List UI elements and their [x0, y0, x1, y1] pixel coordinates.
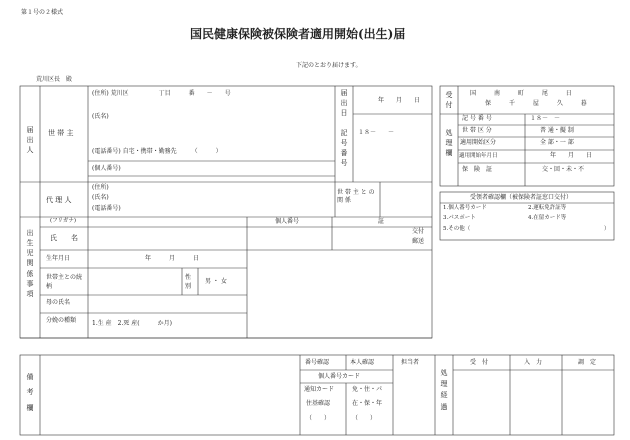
proc-key-1: 記 号 番 号	[462, 115, 492, 122]
office-5: 日	[565, 90, 572, 97]
office-7: 千	[508, 100, 515, 107]
proc-val-3: 全 部・一 部	[540, 139, 574, 146]
householder-label: 世 帯 主	[48, 129, 74, 137]
proc-val-5: 交・回・未・不	[542, 166, 585, 173]
delivery-type-value: 1.生 産 2.死 産( か月)	[92, 320, 172, 327]
office-10: 暮	[580, 100, 587, 107]
sex-label: 性別	[185, 274, 192, 290]
symbol-number-label: 記号番号	[340, 129, 348, 168]
col-input: 入 力	[524, 359, 543, 366]
birth-value: 年 月 日	[145, 255, 200, 262]
filing-date-label: 届出日	[340, 89, 348, 118]
agent-address: (住所)	[92, 184, 109, 191]
page-title: 国民健康保険被保険者適用開始(出生)届	[190, 27, 406, 41]
office-8: 屋	[532, 100, 539, 107]
process-history-label: 処理経過	[440, 369, 448, 411]
receipt-label: 受付	[445, 91, 453, 110]
office-9: 久	[556, 100, 563, 107]
agent-phone: (電話番号)	[92, 205, 121, 212]
verify-item-3: 3.パスポート	[443, 215, 476, 221]
notifier-section-label: 届出人	[26, 126, 34, 155]
receipt-offices-row2	[485, 101, 587, 107]
householder-phone: (電話番号) 自宅・携帯・勤務先 （ ）	[92, 148, 222, 155]
office-2: 南	[493, 90, 500, 97]
verify-item-5: 5.その他（	[443, 226, 471, 232]
verify-item-2: 2.運転免許証等	[528, 205, 567, 211]
paren-left: （ ）	[306, 415, 331, 422]
mynumber-card-label: 個人番号カード	[318, 373, 361, 380]
intro-text: 下記のとおり届けます。	[296, 62, 362, 69]
proc-key-2: 世 帯 区 分	[462, 127, 492, 134]
receipt-offices-row1	[470, 91, 572, 97]
householder-address: (住所) 荒川区 丁目 番 － 号	[92, 90, 231, 97]
symbol-number-value: １８－ －	[358, 129, 395, 136]
verify-item-5-close: ）	[604, 226, 610, 232]
birth-label: 生年月日	[46, 255, 71, 262]
form-number: 第１号の２様式	[21, 9, 64, 16]
proc-val-4: 年 月 日	[550, 152, 593, 159]
agent-label: 代 理 人	[46, 196, 72, 204]
relation-label: 世 帯 主 と の 関 係	[337, 189, 375, 205]
child-section-label: 出生児関係事項	[26, 229, 34, 298]
furigana-label: (フリガナ)	[50, 218, 77, 224]
householder-number: (個人番号)	[92, 165, 121, 172]
proc-key-3: 適用開始区分	[460, 139, 497, 146]
remarks-label: 備考欄	[26, 373, 34, 412]
person-in-charge-label: 担当者	[401, 359, 420, 366]
verify-item-4: 4.在留カード等	[528, 215, 567, 221]
mother-label: 母の氏名	[46, 299, 71, 306]
office-1: 国	[470, 90, 477, 97]
cert-label: 証	[378, 218, 385, 225]
proc-key-5: 保 険 証	[462, 166, 493, 173]
householder-name: (氏名)	[92, 113, 109, 120]
verification-title: 受領者確認欄（被保険者証窓口交付）	[470, 194, 573, 201]
notice-card-label: 通知カード	[304, 386, 335, 393]
paren-right: （ ）	[352, 415, 377, 422]
number-check-label: 番号確認	[305, 359, 330, 366]
addressee: 荒川区長 殿	[36, 76, 73, 83]
office-6: 保	[485, 100, 492, 107]
filing-date-value: 年 月 日	[378, 97, 421, 104]
proc-val-2: 普 通・擬 制	[540, 127, 574, 134]
processing-label: 処理欄	[445, 129, 453, 158]
delivery-type-label: 分娩の種類	[46, 317, 77, 324]
office-3: 町	[517, 90, 524, 97]
proc-val-1: １８－ －	[530, 115, 561, 122]
office-4: 尾	[541, 90, 548, 97]
agent-name: (氏名)	[92, 194, 109, 201]
cert-delivery: 交付	[412, 228, 425, 235]
child-number-label: 個人番号	[275, 218, 300, 225]
resident-check-label: 住基確認	[306, 400, 331, 407]
verify-item-1: 1.個人番号カード	[443, 205, 487, 211]
col-assess: 調 定	[578, 359, 597, 366]
relation-row-label: 世帯主との続柄	[46, 274, 83, 290]
stay-options: 在・保・年	[352, 400, 383, 407]
exempt-options: 免・住・パ	[352, 386, 383, 393]
child-name-label: 氏 名	[50, 234, 78, 242]
col-receive: 受 付	[470, 359, 489, 366]
identity-check-label: 本人確認	[350, 359, 375, 366]
sex-value: 男 ・ 女	[205, 278, 227, 285]
cert-mail: 郵送	[412, 238, 425, 245]
proc-key-4: 適用開始年月日	[459, 153, 498, 159]
